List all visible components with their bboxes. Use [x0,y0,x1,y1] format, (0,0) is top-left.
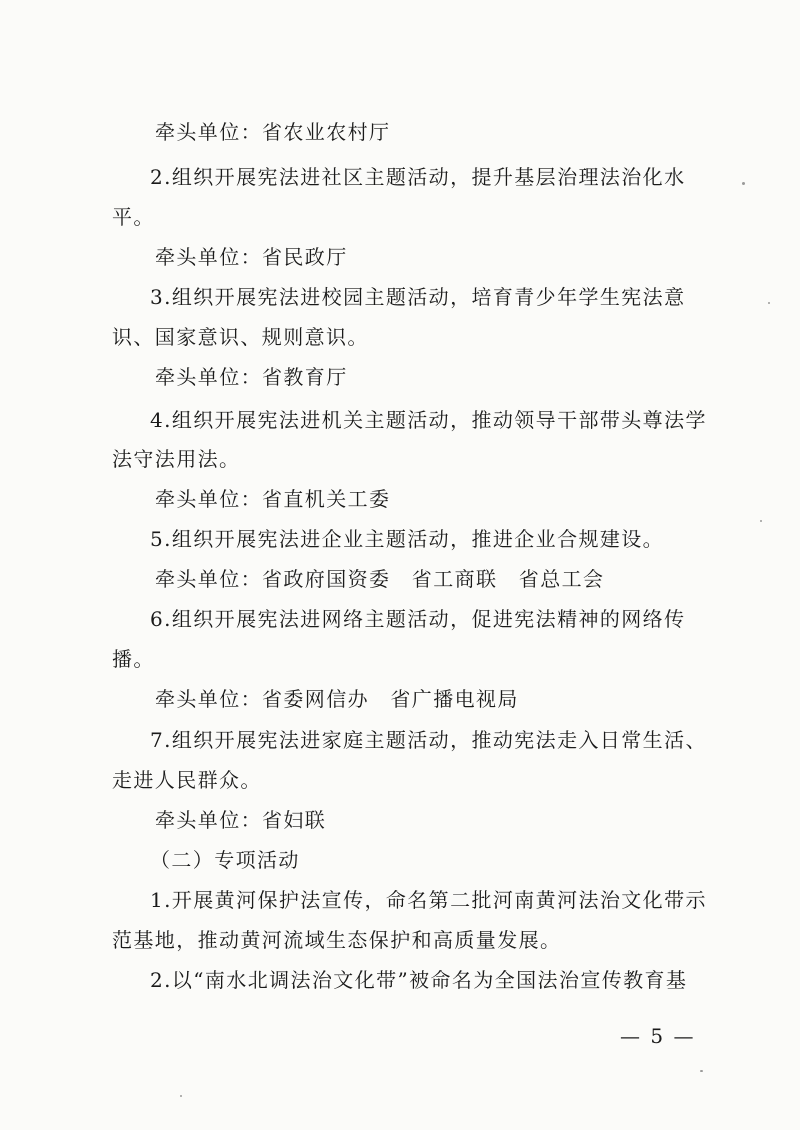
activity-item: 2.以“南水北调法治文化带”被命名为全国法治宣传教育基 [150,968,688,992]
activity-item-continuation: 平。 [112,205,155,229]
activity-item: 2.组织开展宪法进社区主题活动，提升基层治理法治化水 [150,165,686,189]
activity-item-continuation: 识、国家意识、规则意识。 [112,325,369,349]
lead-unit-line: 牵头单位：省妇联 [155,808,327,832]
lead-unit-line: 牵头单位：省委网信办 省广播电视局 [155,687,519,711]
section-heading: （二）专项活动 [150,848,300,872]
scan-speck [700,1070,703,1072]
activity-item: 7.组织开展宪法进家庭主题活动，推动宪法走入日常生活、 [150,728,707,752]
lead-unit-line: 牵头单位：省民政厅 [155,245,348,269]
activity-item: 4.组织开展宪法进机关主题活动，推动领导干部带头尊法学 [150,408,707,432]
lead-unit-line: 牵头单位：省农业农村厅 [155,120,391,144]
activity-item-continuation: 走进人民群众。 [112,768,262,792]
scan-speck [768,302,770,304]
activity-item-continuation: 法守法用法。 [112,447,241,471]
scan-speck [180,1095,182,1097]
activity-item: 1.开展黄河保护法宣传，命名第二批河南黄河法治文化带示 [150,888,707,912]
scan-speck [760,520,762,522]
page-number: — 5 — [620,1024,696,1048]
scan-speck [742,182,745,185]
activity-item-continuation: 播。 [112,647,155,671]
lead-unit-line: 牵头单位：省政府国资委 省工商联 省总工会 [155,567,605,591]
lead-unit-line: 牵头单位：省教育厅 [155,365,348,389]
lead-unit-line: 牵头单位：省直机关工委 [155,487,391,511]
activity-item: 3.组织开展宪法进校园主题活动，培育青少年学生宪法意 [150,285,686,309]
activity-item: 6.组织开展宪法进网络主题活动，促进宪法精神的网络传 [150,607,686,631]
activity-item: 5.组织开展宪法进企业主题活动，推进企业合规建设。 [150,527,665,551]
activity-item-continuation: 范基地，推动黄河流域生态保护和高质量发展。 [112,928,562,952]
